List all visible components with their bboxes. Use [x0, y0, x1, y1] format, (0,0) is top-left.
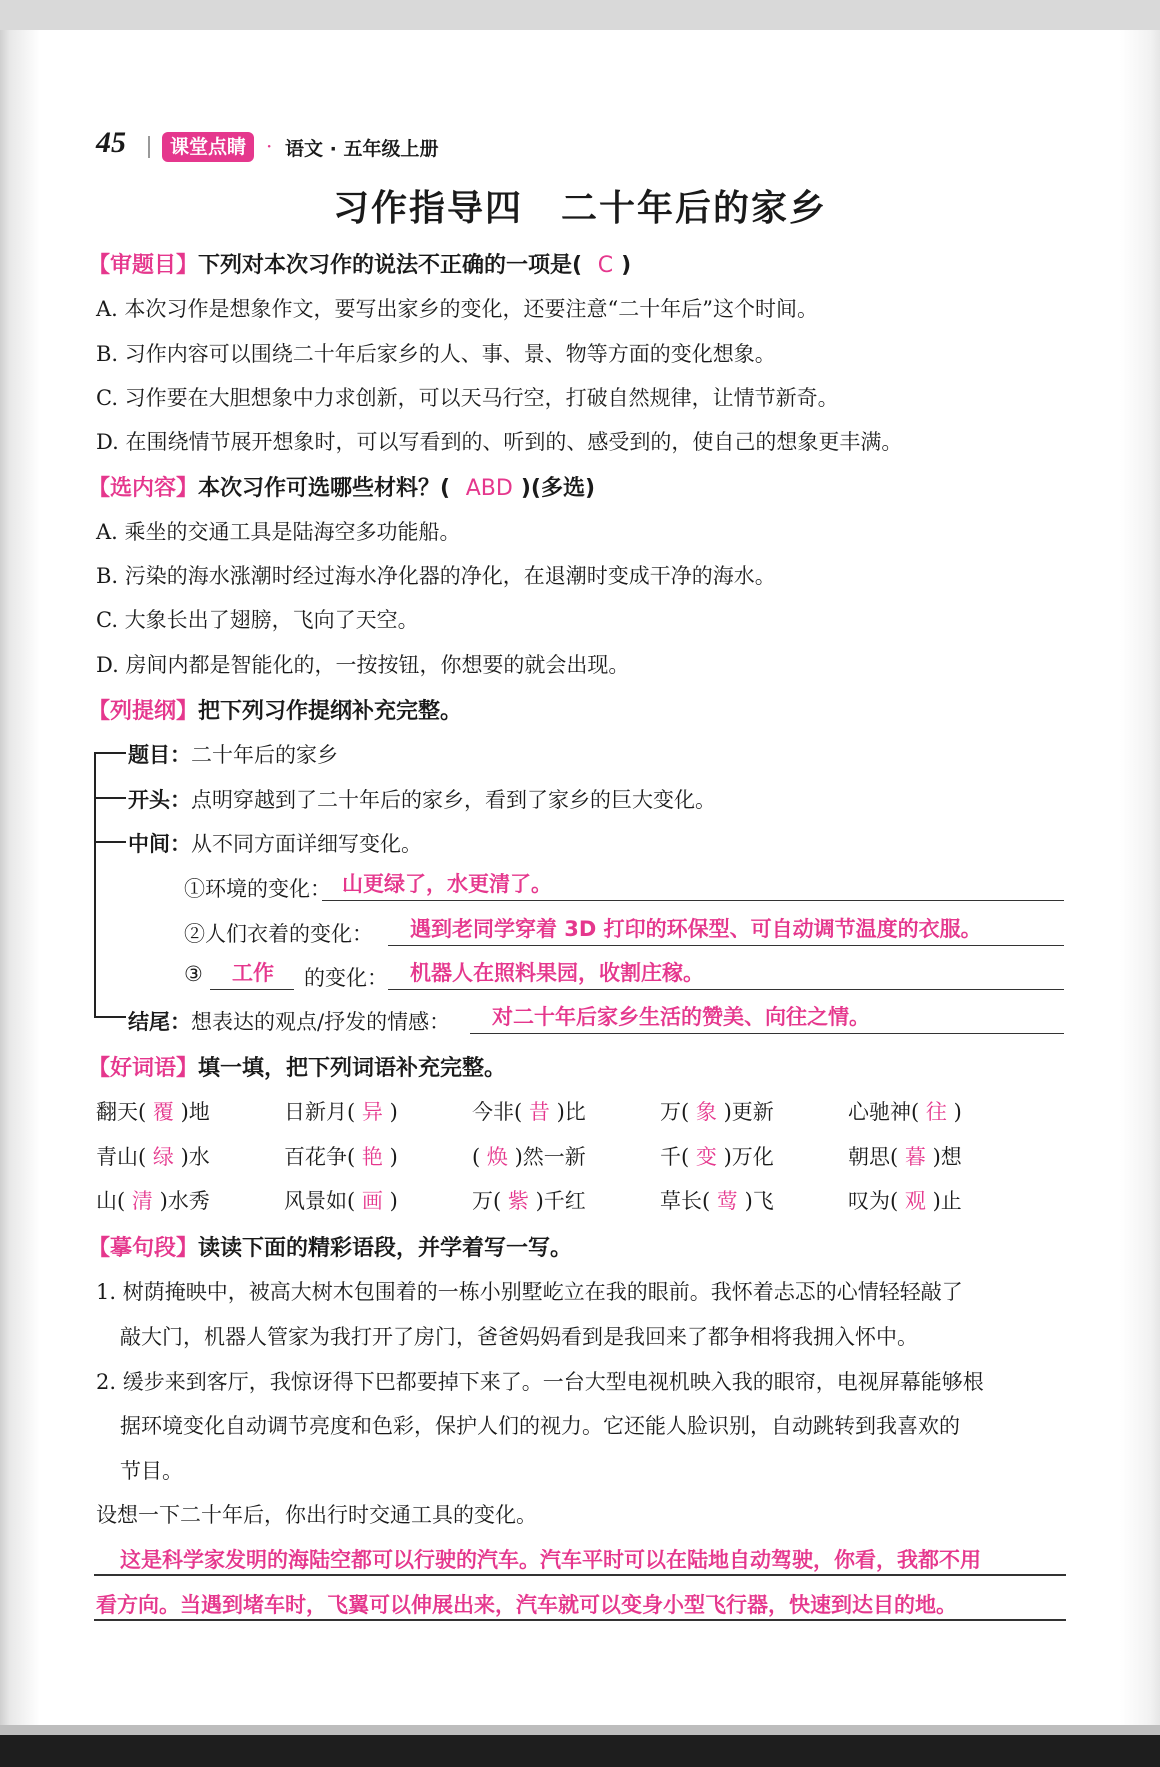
model-paragraph-2-line-1: 2. 缓步来到客厅，我惊讶得下巴都要掉下来了。一台大型电视机映入我的眼帘，电视屏幕能够根: [96, 1370, 984, 1394]
outline-label: 题目：: [128, 743, 191, 767]
answer-blank: [388, 961, 1064, 990]
section-shentimu: [88, 248, 631, 279]
answer-text: 对二十年后家乡生活的赞美、向往之情。: [492, 1005, 870, 1029]
option-c: C. 习作要在大胆想象中力求创新，可以天马行空，打破自然规律，让情节新奇。: [96, 386, 839, 410]
idiom-item: 翻天( 覆 )地: [96, 1100, 210, 1124]
idiom-item: ( 焕 )然一新: [472, 1145, 586, 1169]
page-number: 45: [96, 126, 126, 159]
question-text: 下列对本次习作的说法不正确的一项是(: [198, 253, 583, 278]
outline-bracket: [94, 752, 96, 1016]
outline-text: 二十年后的家乡: [191, 743, 338, 767]
idiom-item: 日新月( 异 ): [284, 1100, 398, 1124]
idiom-answer: 昔: [528, 1100, 550, 1124]
idiom-item: 百花争( 艳 ): [284, 1145, 398, 1169]
idiom-item: 草长( 莺 )飞: [660, 1189, 774, 1213]
section-label: 【列提纲】: [88, 699, 199, 724]
outline-text: 从不同方面详细写变化。: [191, 832, 422, 856]
idiom-answer: 莺: [716, 1189, 738, 1213]
outline-start: [128, 784, 716, 814]
idiom-item: 叹为( 观 )止: [848, 1189, 962, 1213]
section-label: 【摹句段】: [88, 1236, 199, 1261]
writing-answer-line-2: 看方向。当遇到堵车时，飞翼可以伸展出来，汽车就可以变身小型飞行器，快速到达目的地。: [96, 1593, 957, 1617]
outline-item-1-prefix: ①环境的变化：: [184, 877, 331, 901]
outline-text: 点明穿越到了二十年后的家乡，看到了家乡的巨大变化。: [191, 788, 716, 812]
top-border: [0, 0, 1160, 30]
answer-blank: [322, 872, 1064, 901]
answer-choice: ABD: [465, 476, 513, 501]
idiom-answer: 异: [361, 1100, 383, 1124]
header-divider: [148, 136, 150, 158]
idiom-item: 万( 象 )更新: [660, 1100, 774, 1124]
outline-label: 结尾：: [128, 1010, 191, 1034]
idiom-answer: 清: [131, 1189, 153, 1213]
outline-branch: [94, 841, 126, 843]
section-label: 【审题目】: [88, 253, 199, 278]
answer-blank: [388, 917, 1064, 946]
answer-blank: [470, 1005, 1064, 1034]
section-label: 【选内容】: [88, 476, 199, 501]
idiom-answer: 绿: [152, 1145, 174, 1169]
idiom-item: 万( 紫 )千红: [472, 1189, 586, 1213]
outline-item-3-mid: 的变化：: [304, 966, 388, 990]
idiom-answer: 观: [904, 1189, 926, 1213]
idiom-answer: 焕: [486, 1145, 508, 1169]
idiom-item: 千( 变 )万化: [660, 1145, 774, 1169]
outline-item-3-prefix: ③: [184, 962, 203, 986]
question-text: 读读下面的精彩语段，并学着写一写。: [198, 1236, 573, 1261]
outline-end: [128, 1006, 450, 1036]
option-b: B. 习作内容可以围绕二十年后家乡的人、事、景、物等方面的变化想象。: [96, 342, 776, 366]
option-d: D. 房间内都是智能化的，一按按钮，你想要的就会出现。: [96, 653, 630, 677]
section-haociyu: [88, 1051, 506, 1082]
bottom-border: [0, 1725, 1160, 1767]
outline-text: 想表达的观点/抒发的情感：: [191, 1010, 451, 1034]
option-d: D. 在围绕情节展开想象时，可以写看到的、听到的、感受到的，使自己的想象更丰满。: [96, 430, 903, 454]
writing-answer-line-1: 这是科学家发明的海陆空都可以行驶的汽车。汽车平时可以在陆地自动驾驶，你看，我都不用: [120, 1548, 981, 1572]
question-text: 填一填，把下列词语补充完整。: [198, 1056, 507, 1081]
idiom-answer: 变: [695, 1145, 717, 1169]
idiom-item: 青山( 绿 )水: [96, 1145, 210, 1169]
model-paragraph-1-line-1: 1. 树荫掩映中，被高大树木包围着的一栋小别墅屹立在我的眼前。我怀着忐忑的心情轻轻敲了: [96, 1280, 963, 1304]
answer-choice: C: [597, 253, 614, 278]
option-a: A. 本次习作是想象作文，要写出家乡的变化，还要注意“二十年后”这个时间。: [96, 297, 818, 321]
option-c: C. 大象长出了翅膀，飞向了天空。: [96, 608, 419, 632]
outline-middle: [128, 828, 422, 858]
idiom-item: 朝思( 暮 )想: [848, 1145, 962, 1169]
idiom-answer: 覆: [152, 1100, 174, 1124]
question-text: 把下列习作提纲补充完整。: [198, 699, 463, 724]
option-a: A. 乘坐的交通工具是陆海空多功能船。: [96, 520, 461, 544]
idiom-answer: 紫: [507, 1189, 529, 1213]
page-title: 习作指导四 二十年后的家乡: [332, 188, 827, 229]
idiom-answer: 暮: [904, 1145, 926, 1169]
option-b: B. 污染的海水涨潮时经过海水净化器的净化，在退潮时变成干净的海水。: [96, 564, 776, 588]
answer-text: 遇到老同学穿着 3D 打印的环保型、可自动调节温度的衣服。: [410, 917, 982, 941]
section-mojuduan: [88, 1231, 572, 1262]
book-title: 语文 · 五年级上册: [285, 138, 439, 160]
answer-text: 工作: [232, 961, 274, 985]
header-dot: ·: [266, 134, 273, 158]
outline-label: 中间：: [128, 832, 191, 856]
answer-underline: [94, 1619, 1066, 1621]
outline-branch: [94, 752, 126, 754]
question-close: ): [621, 253, 632, 278]
outline-branch: [94, 1016, 126, 1018]
question-close: )(多选): [520, 476, 596, 501]
model-paragraph-2-line-3: 节目。: [120, 1459, 183, 1483]
series-tag: 课堂点睛: [162, 132, 254, 162]
idiom-item: 心驰神( 往 ): [848, 1100, 962, 1124]
answer-underline: [94, 1574, 1066, 1576]
model-paragraph-2-line-2: 据环境变化自动调节亮度和色彩，保护人们的视力。它还能人脸识别，自动跳转到我喜欢的: [120, 1414, 960, 1438]
answer-blank-short: [210, 961, 294, 990]
outline-item-2-prefix: ②人们衣着的变化：: [184, 922, 373, 946]
idiom-answer: 往: [925, 1100, 947, 1124]
model-paragraph-1-line-2: 敲大门，机器人管家为我打开了房门，爸爸妈妈看到是我回来了都争相将我拥入怀中。: [120, 1325, 918, 1349]
outline-branch: [94, 797, 126, 799]
outline-label: 开头：: [128, 788, 191, 812]
idiom-item: 山( 清 )水秀: [96, 1189, 210, 1213]
question-text: 本次习作可选哪些材料？(: [198, 476, 451, 501]
section-label: 【好词语】: [88, 1056, 199, 1081]
answer-text: 山更绿了，水更清了。: [342, 872, 552, 896]
idiom-item: 风景如( 画 ): [284, 1189, 398, 1213]
outline-topic: [128, 739, 338, 769]
answer-text: 机器人在照料果园，收割庄稼。: [410, 961, 704, 985]
section-xuanneirong: [88, 471, 595, 502]
idiom-item: 今非( 昔 )比: [472, 1100, 586, 1124]
section-liti-gang: [88, 694, 462, 725]
idiom-answer: 象: [695, 1100, 717, 1124]
idiom-answer: 艳: [361, 1145, 383, 1169]
writing-prompt: 设想一下二十年后，你出行时交通工具的变化。: [96, 1503, 537, 1527]
idiom-answer: 画: [361, 1189, 383, 1213]
